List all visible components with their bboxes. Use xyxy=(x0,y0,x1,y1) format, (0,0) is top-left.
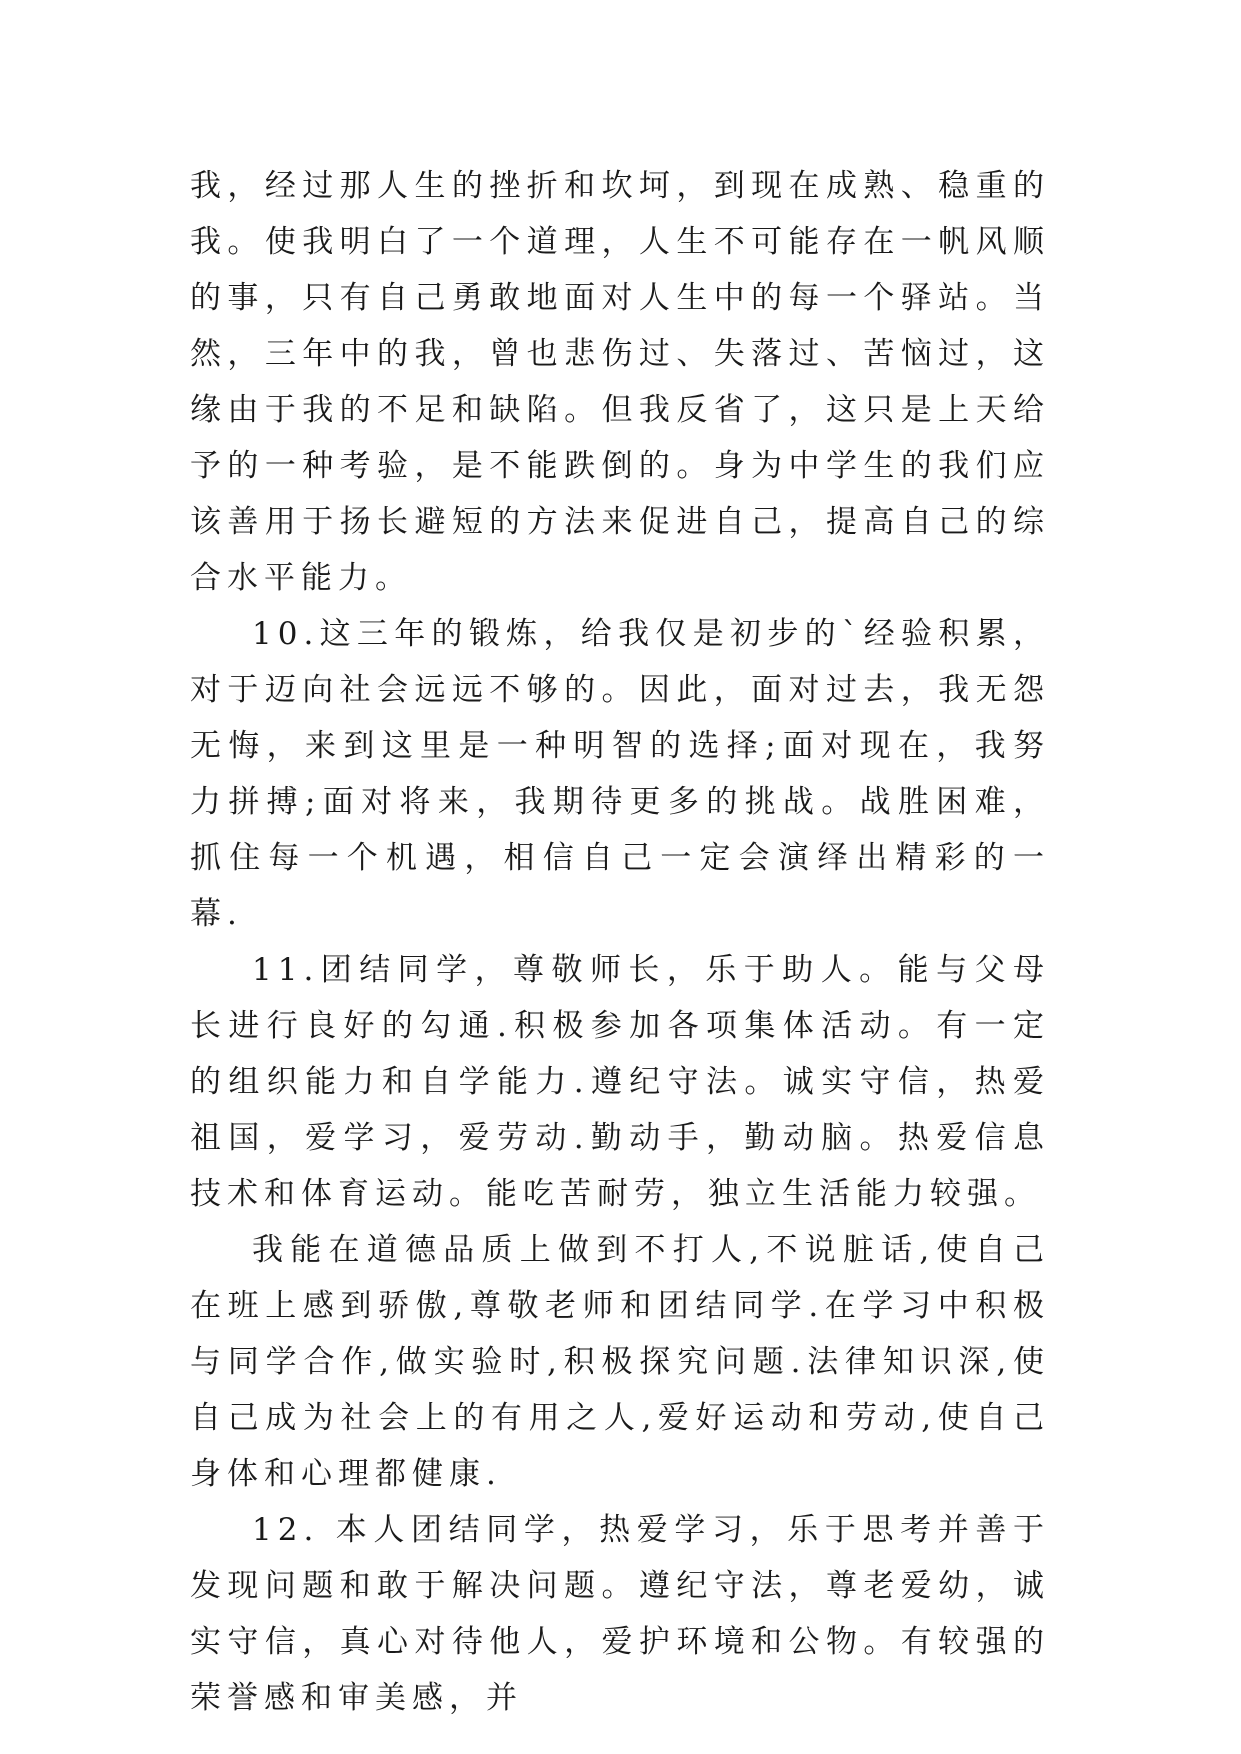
paragraph-item-10: 10.这三年的锻炼，给我仅是初步的`经验积累，对于迈向社会远远不够的。因此，面对过去，我无怨无悔，来到这里是一种明智的选择;面对现在，我努力拼搏;面对将来，我期待更多的挑战。战胜困难，抓住每一个机遇，相信自己一定会演绎出精彩的一幕. xyxy=(190,616,1050,932)
paragraph-moral-quality: 我能在道德品质上做到不打人,不说脏话,使自己在班上感到骄傲,尊敬老师和团结同学.在学习中积极与同学合作,做实验时,积极探究问题.法律知识深,使自己成为社会上的有用之人,爱好运动和劳动,使自己身体和心理都健康. xyxy=(190,1232,1050,1492)
paragraph-item-12: 12. 本人团结同学，热爱学习，乐于思考并善于发现问题和敢于解决问题。遵纪守法，尊老爱幼，诚实守信，真心对待他人，爱护环境和公物。有较强的荣誉感和审美感，并 xyxy=(190,1512,1050,1716)
paragraph-continuation: 我，经过那人生的挫折和坎坷，到现在成熟、稳重的我。使我明白了一个道理，人生不可能存在一帆风顺的事，只有自己勇敢地面对人生中的每一个驿站。当然，三年中的我，曾也悲伤过、失落过、苦恼过，这缘由于我的不足和缺陷。但我反省了，这只是上天给予的一种考验，是不能跌倒的。身为中学生的我们应该善用于扬长避短的方法来促进自己，提高自己的综合水平能力。 xyxy=(190,168,1050,596)
document-body xyxy=(190,158,1050,1726)
paragraph-item-11: 11.团结同学，尊敬师长，乐于助人。能与父母长进行良好的勾通.积极参加各项集体活动。有一定的组织能力和自学能力.遵纪守法。诚实守信，热爱祖国，爱学习，爱劳动.勤动手，勤动脑。热爱信息技术和体育运动。能吃苦耐劳，独立生活能力较强。 xyxy=(190,952,1050,1212)
